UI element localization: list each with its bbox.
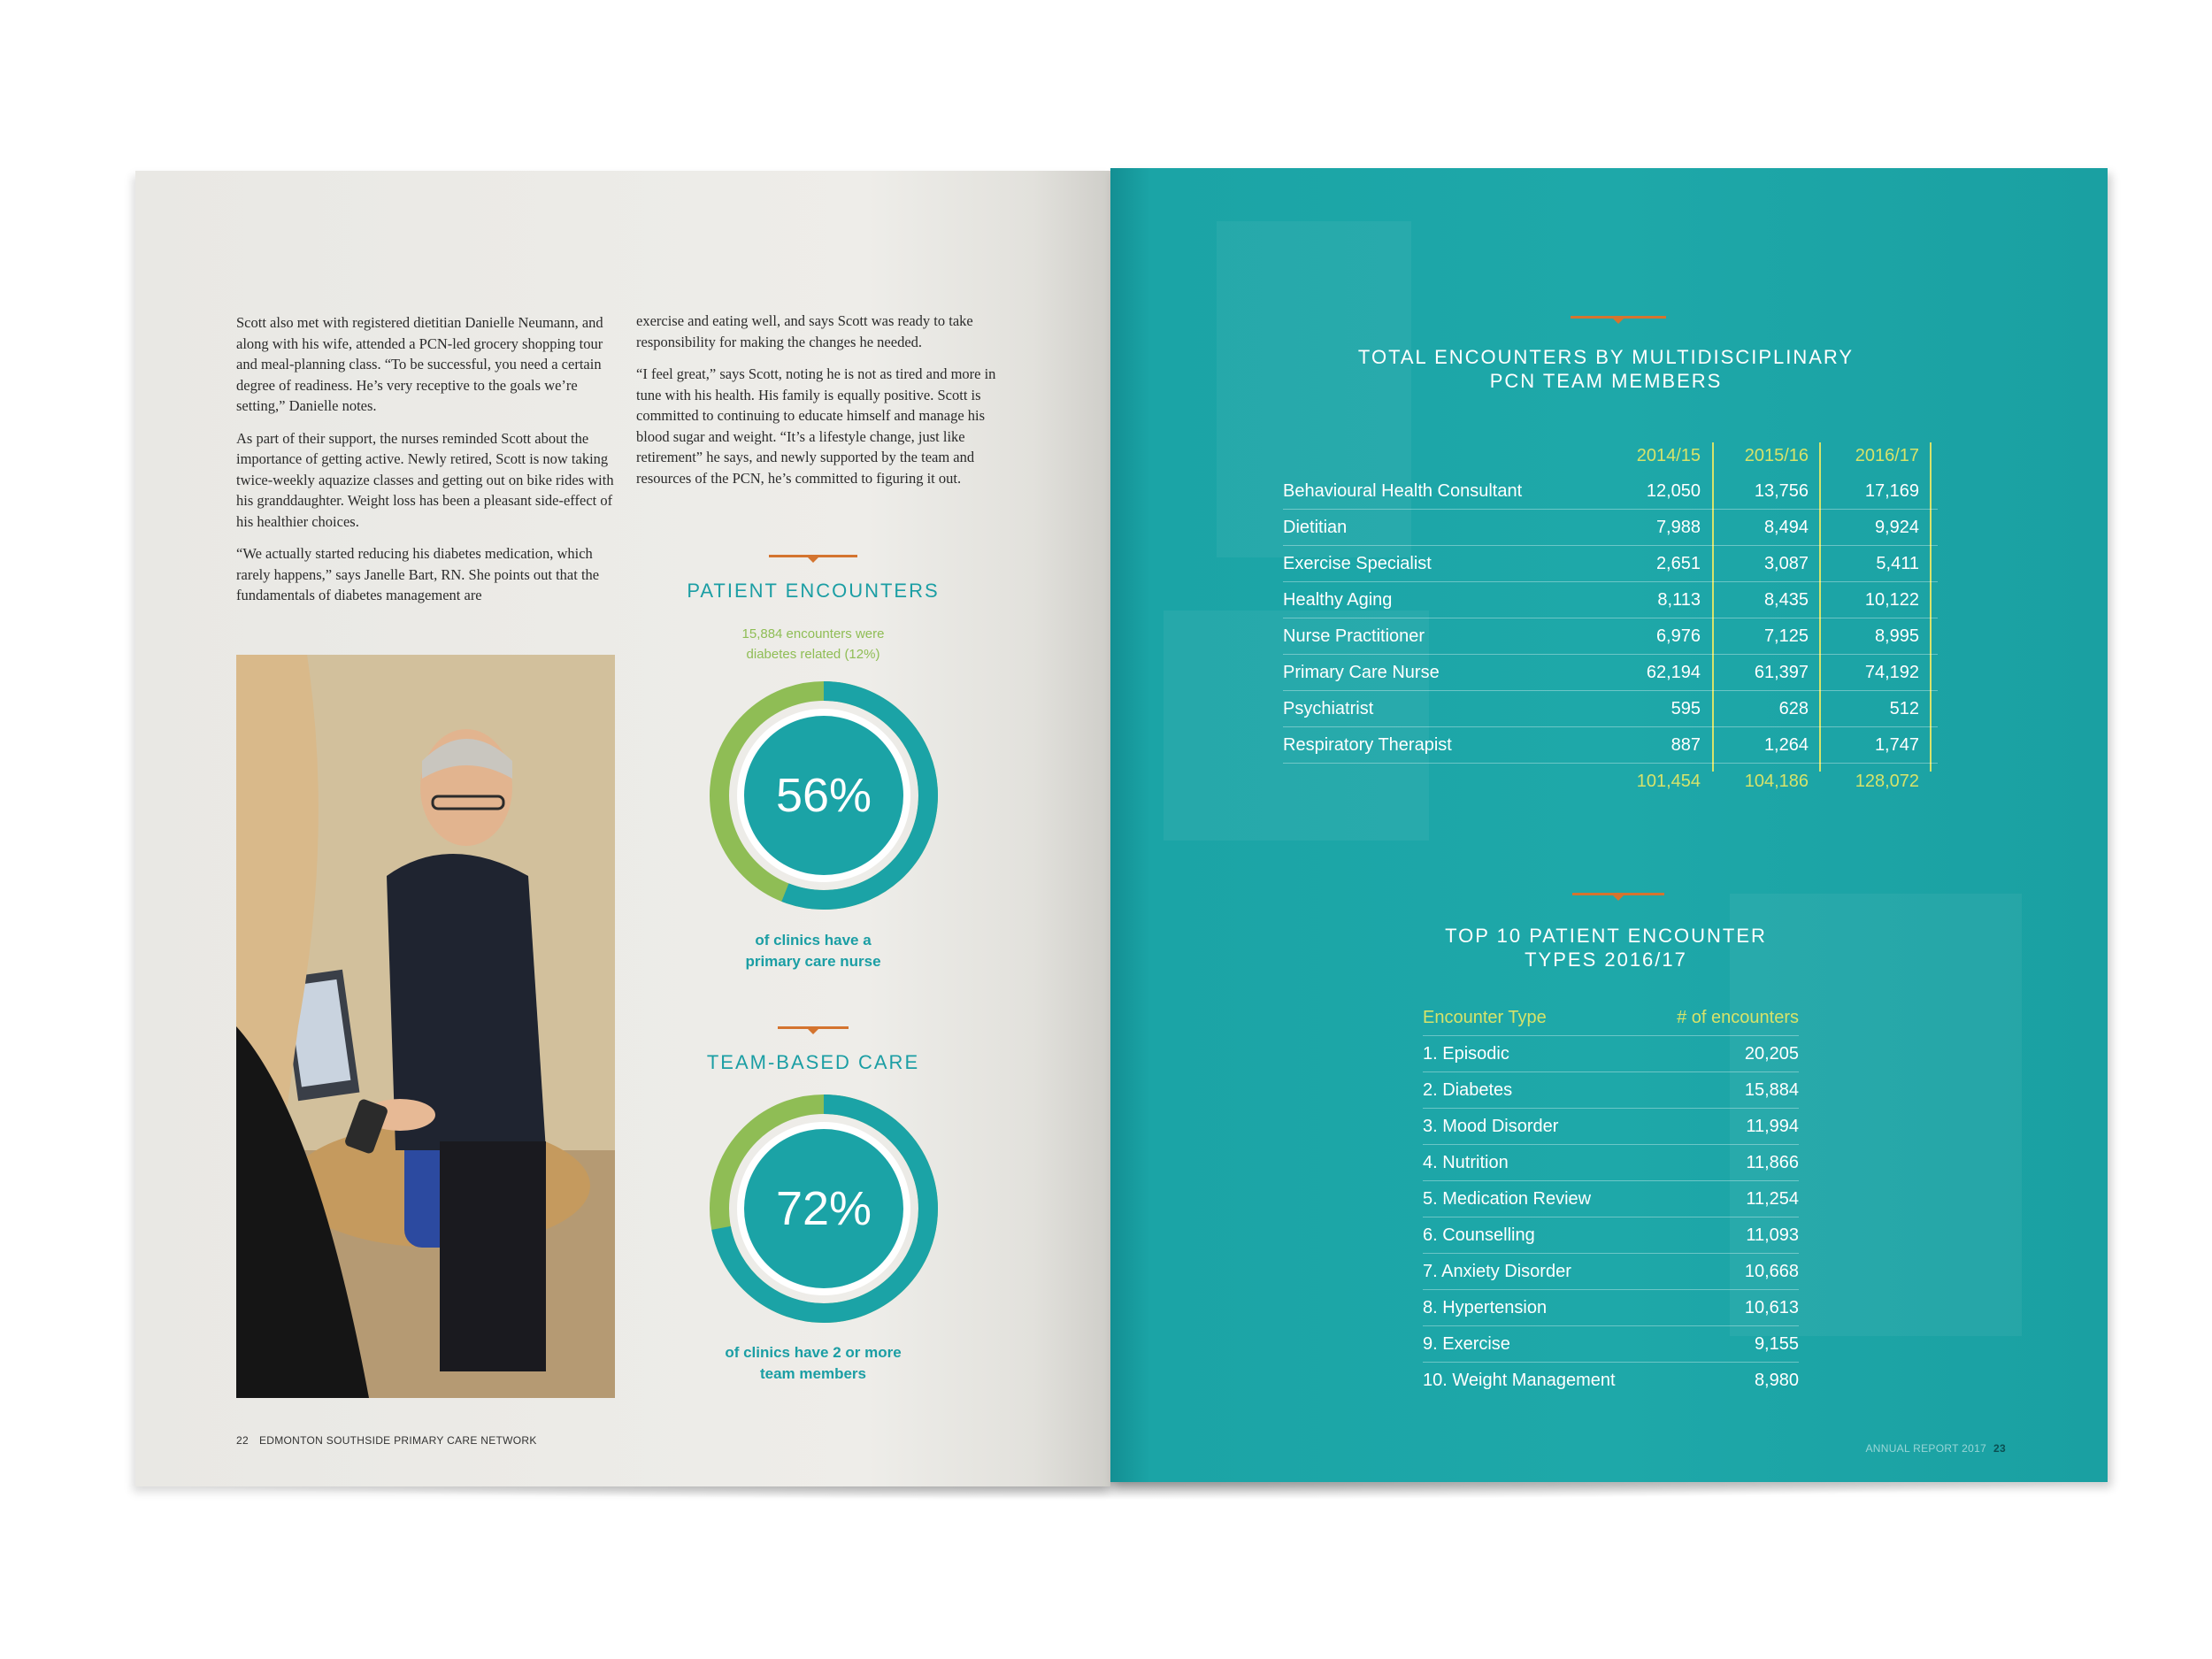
year-header: 2015/16 xyxy=(1744,446,1809,465)
table-row xyxy=(1423,1254,1799,1290)
table-header-row xyxy=(1283,438,1938,473)
encounter-type: 6. Counselling xyxy=(1423,1225,1535,1245)
encounter-type: 8. Hypertension xyxy=(1423,1298,1548,1317)
total-value: 128,072 xyxy=(1855,772,1919,791)
cell-value: 628 xyxy=(1778,699,1809,718)
cell-value: 9,924 xyxy=(1874,518,1919,537)
ornament-divider xyxy=(1572,893,1664,902)
cell-value: 8,494 xyxy=(1763,518,1809,537)
left-footer xyxy=(236,1434,537,1447)
left-page xyxy=(135,171,1110,1486)
encounters-table xyxy=(1283,438,1938,799)
column-header: Encounter Type xyxy=(1423,1008,1547,1027)
nurse-caption-line2: primary care nurse xyxy=(745,953,881,970)
table-row xyxy=(1423,1072,1799,1109)
table-row xyxy=(1283,618,1938,655)
diabetes-note xyxy=(680,624,946,664)
row-label: Behavioural Health Consultant xyxy=(1283,481,1523,501)
table-row xyxy=(1423,1326,1799,1363)
cell-value: 595 xyxy=(1671,699,1701,718)
cell-value: 1,747 xyxy=(1874,735,1919,755)
table-header-row xyxy=(1423,1000,1799,1036)
cell-value: 8,113 xyxy=(1657,590,1701,610)
nurse-caption xyxy=(680,930,946,972)
cell-value: 13,756 xyxy=(1754,481,1809,501)
body-column-1 xyxy=(236,312,617,618)
year-header: 2014/15 xyxy=(1636,446,1701,465)
encounter-type: 5. Medication Review xyxy=(1423,1189,1592,1209)
encounter-type: 7. Anxiety Disorder xyxy=(1423,1262,1571,1281)
encounter-type: 4. Nutrition xyxy=(1423,1153,1509,1172)
column-header: # of encounters xyxy=(1677,1008,1799,1027)
row-label: Nurse Practitioner xyxy=(1283,626,1425,646)
table-row xyxy=(1283,546,1938,582)
encounter-count: 9,155 xyxy=(1754,1334,1799,1354)
ornament-divider xyxy=(769,555,857,564)
table-row xyxy=(1283,473,1938,510)
nurse-caption-line1: of clinics have a xyxy=(755,932,872,949)
cell-value: 10,122 xyxy=(1864,590,1919,610)
cell-value: 3,087 xyxy=(1763,554,1809,573)
footer-title: EDMONTON SOUTHSIDE PRIMARY CARE NETWORK xyxy=(258,1434,537,1447)
cell-value: 887 xyxy=(1671,735,1701,755)
row-label: Primary Care Nurse xyxy=(1283,663,1440,682)
table-row xyxy=(1283,691,1938,727)
ornament-divider xyxy=(778,1026,849,1035)
table-row xyxy=(1423,1217,1799,1254)
encounter-count: 15,884 xyxy=(1744,1080,1799,1100)
encounters-title-line1: TOTAL ENCOUNTERS BY MULTIDISCIPLINARY xyxy=(1357,346,1855,368)
table-row xyxy=(1283,727,1938,764)
year-header: 2016/17 xyxy=(1855,446,1919,465)
page-number: 23 xyxy=(1993,1442,2006,1455)
table-row xyxy=(1283,510,1938,546)
team-based-care-heading: TEAM-BASED CARE xyxy=(706,1051,920,1073)
table-total-row xyxy=(1283,764,1938,799)
photo-illustration xyxy=(236,655,615,1398)
paragraph: exercise and eating well, and says Scott was ready to take responsibility for making the changes he needed. xyxy=(636,312,973,350)
right-footer xyxy=(1865,1442,2006,1455)
cell-value: 12,050 xyxy=(1646,481,1701,501)
encounter-type: 10. Weight Management xyxy=(1423,1371,1616,1390)
encounter-count: 11,093 xyxy=(1746,1225,1799,1245)
row-label: Dietitian xyxy=(1283,518,1348,537)
cell-value: 8,435 xyxy=(1763,590,1809,610)
top10-table xyxy=(1423,1000,1799,1398)
table-row xyxy=(1423,1290,1799,1326)
table-row xyxy=(1423,1181,1799,1217)
table-row xyxy=(1283,655,1938,691)
donut-value: 72% xyxy=(775,1182,872,1235)
row-label: Healthy Aging xyxy=(1283,590,1393,610)
total-value: 104,186 xyxy=(1744,772,1809,791)
table-row xyxy=(1423,1036,1799,1072)
paragraph: As part of their support, the nurses reminded Scott about the importance of getting active. Newly retired, Scott is now taking twice-weekly aquazize classes and getting out on bike rides with his granddaughter. Weight loss has been a pleasant side-effect of his healthier choices. xyxy=(236,429,614,530)
top10-title xyxy=(1385,924,1827,972)
donut-value: 56% xyxy=(775,769,872,822)
encounter-type: 2. Diabetes xyxy=(1423,1080,1513,1100)
encounter-count: 10,668 xyxy=(1744,1262,1799,1281)
cell-value: 7,125 xyxy=(1763,626,1809,646)
cell-value: 74,192 xyxy=(1864,663,1919,682)
cell-value: 512 xyxy=(1889,699,1919,718)
paragraph: “We actually started reducing his diabetes medication, which rarely happens,” says Janelle Bart, RN. She points out that the fundamentals of diabetes management are xyxy=(236,545,600,603)
cell-value: 8,995 xyxy=(1874,626,1919,646)
encounter-count: 11,866 xyxy=(1746,1153,1799,1172)
table-row xyxy=(1283,582,1938,618)
row-label: Respiratory Therapist xyxy=(1283,735,1452,755)
cell-value: 61,397 xyxy=(1754,663,1809,682)
encounters-title-line2: PCN TEAM MEMBERS xyxy=(1489,370,1723,392)
cell-value: 1,264 xyxy=(1763,735,1809,755)
table-row xyxy=(1423,1145,1799,1181)
encounters-title xyxy=(1296,345,1916,393)
cell-value: 6,976 xyxy=(1655,626,1701,646)
table-row xyxy=(1423,1109,1799,1145)
encounter-type: 1. Episodic xyxy=(1423,1044,1509,1064)
encounter-count: 8,980 xyxy=(1754,1371,1799,1390)
row-label: Exercise Specialist xyxy=(1283,554,1432,573)
ornament-divider xyxy=(1571,316,1666,325)
right-page xyxy=(1110,168,2108,1482)
cell-value: 5,411 xyxy=(1876,554,1919,573)
page-number: 22 xyxy=(236,1434,249,1447)
encounter-type: 3. Mood Disorder xyxy=(1423,1117,1559,1136)
table-row xyxy=(1423,1363,1799,1398)
patient-encounters-heading: PATIENT ENCOUNTERS xyxy=(687,580,940,602)
team-caption-line1: of clinics have 2 or more xyxy=(725,1344,902,1361)
cell-value: 2,651 xyxy=(1655,554,1701,573)
encounter-type: 9. Exercise xyxy=(1423,1334,1510,1354)
total-value: 101,454 xyxy=(1636,772,1701,791)
diabetes-note-line2: diabetes related (12%) xyxy=(746,647,880,662)
row-label: Psychiatrist xyxy=(1283,699,1374,718)
body-column-2 xyxy=(636,311,1018,500)
footer-title: ANNUAL REPORT 2017 xyxy=(1865,1442,1987,1455)
diabetes-note-line1: 15,884 encounters were xyxy=(741,626,885,641)
team-caption xyxy=(680,1342,946,1385)
top10-title-line1: TOP 10 PATIENT ENCOUNTER xyxy=(1445,925,1767,947)
encounter-count: 11,254 xyxy=(1746,1189,1799,1209)
cell-value: 7,988 xyxy=(1655,518,1701,537)
top10-title-line2: TYPES 2016/17 xyxy=(1525,949,1687,971)
encounter-count: 20,205 xyxy=(1744,1044,1799,1064)
paragraph: Scott also met with registered dietitian Danielle Neumann, and along with his wife, attended a PCN-led grocery shopping tour and meal-planning class. “To be successful, you need a certain degree of readiness. He’s very receptive to the goals we’re setting,” Danielle notes. xyxy=(236,314,603,414)
team-caption-line2: team members xyxy=(759,1365,866,1382)
donut-chart-team xyxy=(708,1093,940,1325)
paragraph: “I feel great,” says Scott, noting he is not as tired and more in tune with his health. His family is equally positive. Scott is committed to continuing to educate himself and manage his blood sugar and weight. “It’s a lifestyle change, just like retirement” he says, and newly supported by the team and resources of the PCN, he’s committed to figuring it out. xyxy=(636,365,996,487)
patient-photo xyxy=(236,655,615,1398)
encounter-count: 10,613 xyxy=(1744,1298,1799,1317)
donut-chart-nurse xyxy=(708,680,940,911)
cell-value: 62,194 xyxy=(1646,663,1701,682)
encounter-count: 11,994 xyxy=(1746,1117,1799,1136)
cell-value: 17,169 xyxy=(1864,481,1919,501)
